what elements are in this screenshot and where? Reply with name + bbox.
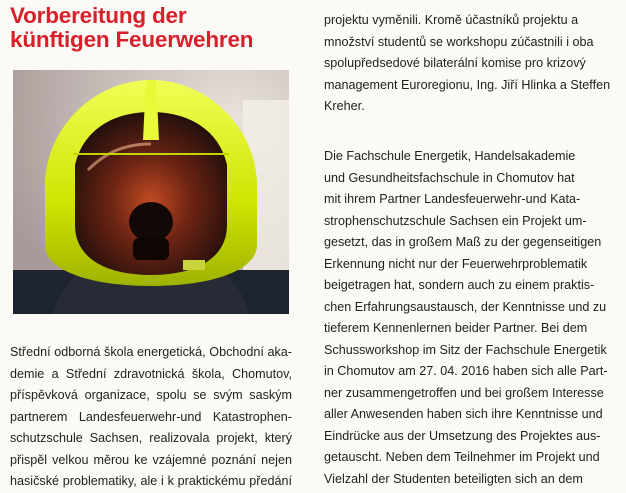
left-line-3: příspěvková organizace, spolu se svým saským <box>10 388 292 402</box>
article-headline <box>10 0 296 52</box>
right2-line-16: Vielzahl der Studenten beteiligten sich an dem <box>324 471 583 486</box>
left-line-5: schutzschule Sachsen, realizovala projekt, který <box>10 431 292 445</box>
right1-line-4: management Euroregionu, Ing. Jiří Hlinka a Steffen <box>324 77 611 92</box>
right1-line-5: Kreher. <box>324 99 365 113</box>
left-line-2: demie a Střední zdravotnická škola, Chomutov, <box>10 366 292 381</box>
helmet-illustration <box>13 70 289 314</box>
right1-line-3: spolupředsedové bilaterální komise pro krizový <box>324 56 586 70</box>
headline-line-2: künftigen Feuerwehren <box>10 27 254 52</box>
right1-line-1: projektu vyměnili. Kromě účastníků projektu a <box>324 13 579 27</box>
right-paragraph-1 <box>324 10 618 118</box>
right2-line-15: getauscht. Neben dem Teilnehmer im Projekt und <box>324 450 600 464</box>
right2-line-13: aller Anwesenden haben sich ihre Kenntnisse und <box>324 407 603 421</box>
right2-line-8: chen Erfahrungsaustausch, der Kenntnisse und zu <box>324 299 607 314</box>
right2-line-9: tieferem Kennenlernen beider Partner. Bei dem <box>324 321 588 335</box>
right2-line-2: und Gesundheitsfachschule in Chomutov hat <box>324 170 575 185</box>
left-line-1: Střední odborná škola energetická, Obchodní aka- <box>10 345 292 359</box>
right2-line-12: ner zusammengetroffen und bei großem Interesse <box>324 385 604 400</box>
right2-line-5: gesetzt, das in großem Maß zu der gegenseitigen <box>324 235 602 249</box>
right2-line-7: beigetragen hat, sondern auch zu einem praktis- <box>324 278 595 292</box>
left-line-7: hasičské problematiky, ale i k praktickému předání <box>10 474 292 488</box>
left-line-4: partnerem Landesfeuerwehr-und Katastrophen- <box>10 409 292 424</box>
right2-line-3: mit ihrem Partner Landesfeuerwehr-und Kata- <box>324 192 581 206</box>
right1-line-2: množství studentů se workshopu zúčastnili i oba <box>324 34 594 49</box>
right2-line-4: strophenschutzschule Sachsen ein Projekt um- <box>324 213 587 228</box>
right2-line-6: Erkennung nicht nur der Feuerwehrproblematik <box>324 256 588 271</box>
right2-line-11: in Chomutov am 27. 04. 2016 haben sich alle Part- <box>324 364 608 378</box>
left-line-6: přispěl velkou měrou ke vzájemné poznání nejen <box>10 452 292 467</box>
right2-line-14: Eindrücke aus der Umsetzung des Projektes aus- <box>324 428 601 443</box>
left-column <box>10 0 296 52</box>
left-paragraph <box>10 342 292 493</box>
right2-line-10: Schussworkshop im Sitz der Fachschule Energetik <box>324 342 607 357</box>
headline-line-1: Vorbereitung der <box>10 3 187 28</box>
right-paragraph-2 <box>324 146 618 490</box>
firefighter-helmet-photo <box>13 70 289 314</box>
right2-line-1: Die Fachschule Energetik, Handelsakademie <box>324 149 576 163</box>
